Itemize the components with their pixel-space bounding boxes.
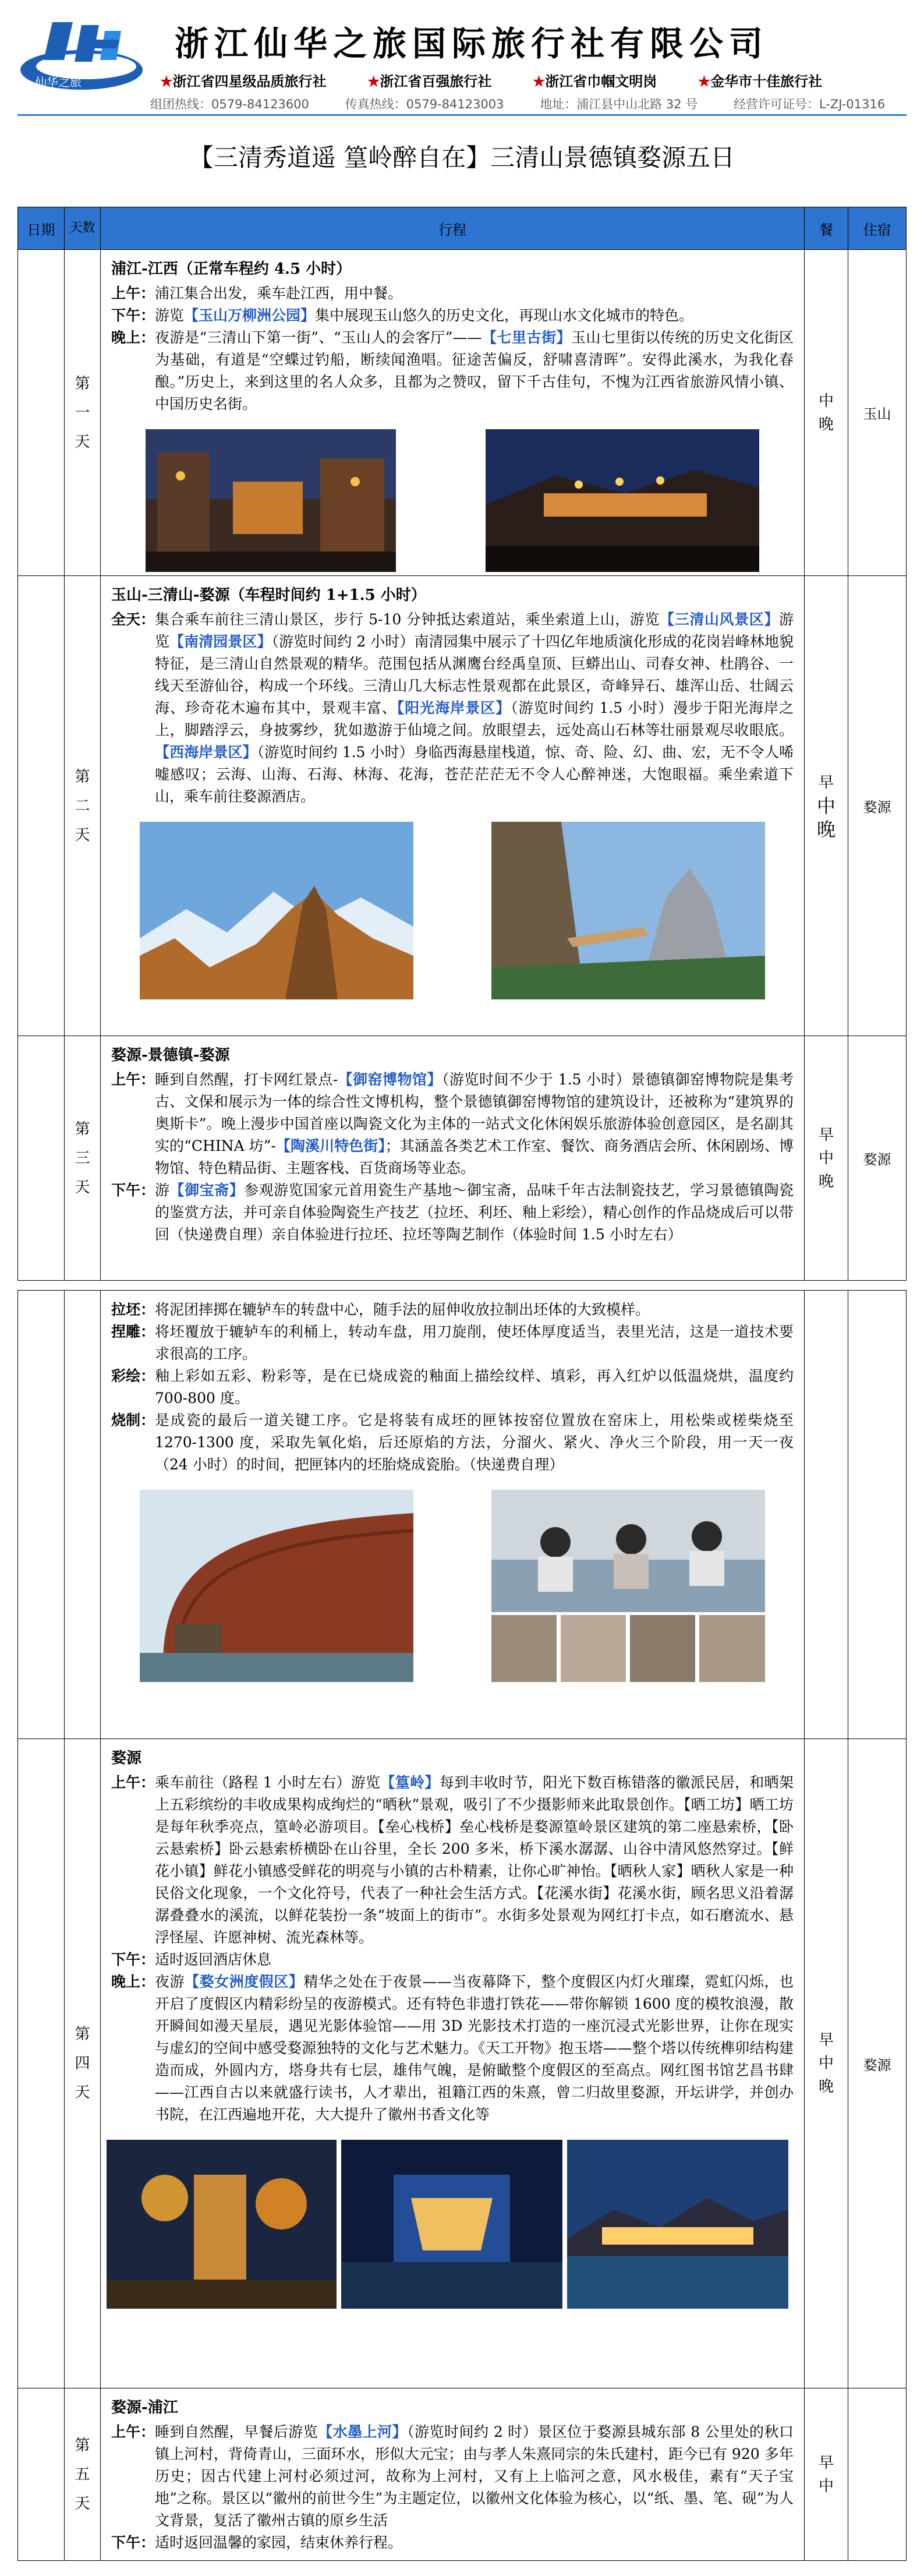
day-label [65,1291,101,1739]
contact-phone: 组团热线：0579-84123600 [150,97,309,111]
attraction-name: 【三清山风景区】 [660,611,779,628]
attraction-name: 【水墨上河】 [318,2423,408,2440]
segment-label: 下午： [111,307,155,324]
text-run: 睡到自然醒，早餐后游览 [155,2423,318,2440]
route-title: 浦江-江西（正常车程约 4.5 小时） [111,260,352,278]
col-stay: 住宿 [848,207,907,250]
stay-cell [848,2388,907,2561]
day-row [18,250,907,576]
meal-cell: 早 中 晚 [805,1739,848,2388]
text-run: （游览时间约 2 小时）南清园集中展示了十四亿年地质演化形成的花岗岩峰林地貌特征，是三清山自然景观的精华。范围包括从渊鹰台经禹皇顶、巨蟒出山、司春女神、杜鹃谷、一线天至游仙谷，构成一个环线。三清山几大标志性景观都在此景区，奇峰异石、雄浑山岳、壮阔云海、珍奇花木遍布其中，景观丰富、 [155,633,794,716]
col-meal: 餐 [805,207,848,250]
segment-label: 晚上： [111,329,155,346]
honor-item: ★浙江省巾帼文明岗 [532,73,657,90]
stay-cell: 婺源 [848,576,907,1036]
route-title: 婺源-景德镇-婺源 [111,1047,230,1064]
honor-item: ★浙江省百强旅行社 [367,73,492,90]
photo-sanqing-mountain [140,822,413,999]
segment-text [155,327,794,415]
segment-label: 上午： [111,285,155,302]
photo-night-street [146,429,396,572]
text-run: 游 [155,1182,170,1199]
text-run: 集中展现玉山悠久的历史文化，再现山水文化城市的特色。 [315,307,694,324]
segment-label: 全天： [111,611,155,628]
tour-title: 【三清秀道遥 篁岭醉自在】三清山景德镇婺源五日 [189,143,735,172]
photo-fire-performance [107,2140,337,2309]
text-run: 睡到自然醒，打卡网红景点- [155,1071,338,1088]
col-days: 天数 [65,207,101,250]
segment-label: 上午： [111,2423,155,2440]
text-run: （游览时间约 1.5 小时）身临西海悬崖栈道，惊、奇、险、幻、曲、宏，无不令人唏嘘感叹；云海、山海、石海、林海、花海，苍茫茫茫无不令人心醉神迷，大饱眼福。乘坐索道下山，乘车前往婺源酒店。 [155,744,794,805]
contact-fax: 传真热线：0579-84123003 [345,97,504,111]
step-text: 将坯覆放于辘轳车的利桶上，转动车盘，用刀旋削，使坯体厚度适当，表里光洁，这是一道技术要求很高的工序。 [155,1323,794,1362]
time-segment [111,1772,794,1949]
company-logo [17,16,154,93]
segment-label: 晚上： [111,1973,155,1990]
honors-list [160,70,858,90]
date-cell [18,250,65,576]
attraction-name: 【西海岸景区】 [155,744,257,761]
itinerary-table-page1 [17,207,907,1281]
day-content [101,1036,805,1281]
text-run: ；其涵盖各类艺术工作室、餐饮、商务酒店会所、休闲剧场、博物馆、特色精品街、主题客栈、百货商场等业态。 [155,1137,794,1176]
contact-license: 经营许可证号：L-ZJ-01316 [733,97,886,111]
photo-pottery-experience [491,1490,765,1682]
craft-step [111,1409,794,1476]
text-run: 浦江集合出发，乘车赴江西，用中餐。 [155,285,403,302]
time-segment [111,1971,794,2126]
segment-label: 下午： [111,1182,155,1199]
segment-text [155,1949,794,1971]
time-segment [111,2532,794,2554]
day-label: 第 二 天 [65,576,101,1036]
meal-cell: 早 中 晚 [805,1036,848,1281]
photo-light-show [341,2140,562,2309]
time-segment [111,1069,794,1179]
attraction-name: 【玉山万柳洲公园】 [184,307,316,324]
meal-cell [805,1291,848,1739]
craft-step [111,1365,794,1409]
text-run: 适时返回酒店休息 [155,1951,272,1968]
itinerary-table-page2 [17,1290,907,2561]
time-segment [111,609,794,808]
text-run: 乘车前往（路程 1 小时左右）游览 [155,1774,381,1791]
segment-text [155,2532,794,2554]
day-content [101,576,805,1036]
meal-cell: 早 中 晚 [805,576,848,1036]
date-cell [18,1291,65,1739]
attraction-name: 【御宝斋】 [169,1182,245,1199]
time-segment [111,1179,794,1246]
text-run: （游览时间约 2 时）景区位于婺源县城东部 8 公里处的秋口镇上河村，背倚青山，三面环水，形似大元宝；由与孝人朱熹同宗的朱氏建村，距今已有 920 多年历史；因古代建上河村必须过河，故称为上河村，又有上上临河之意，风水极佳，素有“天子宝地”之称。景区以“徽州的前世今生”为主题定位，以徽州文化体验为核心，以“纸、墨、笔、砚”为人文背景，复活了徽州古镇的原乡生活 [155,2423,794,2529]
craft-step [111,1321,794,1365]
craft-step [111,1299,794,1321]
meal-cell: 早 中 [805,2388,848,2561]
segment-label: 下午： [111,2534,155,2551]
date-cell [18,1036,65,1281]
photo-resort-night [567,2140,788,2309]
date-cell [18,2388,65,2561]
segment-text [155,282,794,305]
stay-cell [848,1291,907,1739]
segment-label: 上午： [111,1071,155,1088]
date-cell [18,1739,65,2388]
route-title: 婺源 [111,1750,142,1767]
day-row [18,1739,907,2388]
time-segment [111,1949,794,1971]
day-content [101,2388,805,2561]
header-divider [17,114,907,116]
step-label: 彩绘： [111,1367,155,1384]
col-itinerary: 行程 [101,207,805,250]
text-run: 精华之处在于夜景——当夜幕降下，整个度假区内灯火璀璨，霓虹闪烁，也开启了度假区内精彩纷呈的夜游模式。还有特色非遗打铁花——带你解锁 1600 度的模牧浪漫，散开瞬间如漫天星辰，遇见光影体验馆——用 3D 光影技术打造的一座沉浸式光影世界，让你在现实与虚幻的空间中感受婺源独特的文化与艺术魅力。《天工开物》抱玉塔——整个塔以传统榫卯结构建造而成，外圆内方，塔身共有七层，雄伟气魄，是俯瞰整个度假区的至高点。网红图书馆艺昌书肆——江西自古以来就盛行读书，人才辈出，祖籍江西的朱熹，曾二归故里婺源，开坛讲学，并创办书院，在江西遍地开花，大大提升了徽州书香文化等 [155,1973,794,2123]
day-row [18,2388,907,2561]
text-run: 集合乘车前往三清山景区，步行 5-10 分钟抵达索道站，乘坐索道上山，游览 [155,611,660,628]
text-run: 夜游 [155,1973,185,1990]
stay-cell: 婺源 [848,1739,907,2388]
segment-text [155,1971,794,2126]
route-title: 玉山-三清山-婺源（车程时间约 1+1.5 小时） [111,586,426,604]
segment-text [155,1179,794,1246]
route-title: 婺源-浦江 [111,2399,178,2416]
segment-text [155,305,794,327]
segment-label: 下午： [111,1951,155,1968]
text-run: 夜游是“三清山下第一街”、“玉山人的会客厅”—— [155,329,482,346]
time-segment [111,282,794,305]
attraction-name: 【南清园景区】 [169,633,272,650]
contact-info [150,95,917,112]
text-run: （游览时间不少于 1.5 小时）景德镇御窑博物院是集考古、文保和展示为一体的综合性文博机构，整个景德镇御窑博物馆的建筑设计，还被称为“建筑界的奥斯卡”。晚上漫步中国首座以陶瓷文化为主体的一站式文化休闲娱乐旅游体验创意园区，是名副其实的“CHINA 坊”- [155,1071,794,1154]
contact-address: 地址：浦江县中山北路 32 号 [540,97,698,111]
time-segment [111,2421,794,2532]
meal-cell: 中 晚 [805,250,848,576]
step-label: 烧制： [111,1412,155,1429]
step-text: 将泥团摔掷在辘轳车的转盘中心，随手法的屈伸收放拉制出坯体的大致模样。 [155,1301,650,1318]
photo-kiln-museum [140,1490,413,1682]
attraction-name: 【阳光海岸景区】 [396,699,511,716]
segment-text [155,2421,794,2532]
step-label: 拉坯： [111,1301,155,1318]
day-label: 第 一 天 [65,250,101,576]
text-run: （游览时间约 1.5 小时）漫步于阳光海岸之上，脚踏浮云，身披雾纱，犹如遨游于仙境之间。放眼望去，远处高山石林等壮丽景观尽收眼底。 [155,699,794,738]
text-run: 每到丰收时节，阳光下数百栋错落的徽派民居，和晒架上五彩缤纷的丰收成果构成绚烂的“晒秋”景观，吸引了不少摄影师来此取景创作。【晒工坊】晒工坊是每年秋季亮点，篁岭必游项目。【垒心栈桥】垒心栈桥是婺源篁岭景区建筑的第二座悬索桥，【卧云悬索桥】卧云悬索桥横卧在山谷里，全长 200 多米，桥下溪水潺潺、山谷中清风悠然穿过。【鲜花小镇】鲜花小镇感受鲜花的明亮与小镇的古朴精素，让你心旷神怡。【晒秋人家】晒秋人家是一种民俗文化现象，一个文化符号，代表了一种社会生活方式。【花溪水街】花溪水街，顾名思义沿着潺潺叠叠水的溪流，以鲜花装扮一条“坡面上的街市”。水街多处景观为网红打卡点，如石磨流水、悬浮怪屋、许愿神树、流光森林等。 [155,1774,794,1946]
day-label: 第 五 天 [65,2388,101,2561]
day-row-continued [18,1291,907,1739]
segment-text [155,609,794,808]
attraction-name: 【篁岭】 [380,1774,440,1791]
date-cell [18,576,65,1036]
text-run: 适时返回温馨的家园，结束休养行程。 [155,2534,403,2551]
col-date: 日期 [18,207,65,250]
time-segment [111,305,794,327]
day-row [18,576,907,1036]
segment-text [155,1772,794,1949]
day-content [101,1291,805,1739]
time-segment [111,327,794,415]
step-text: 是成瓷的最后一道关键工序。它是将装有成坯的匣钵按窑位置放在窑床上，用松柴或槎柴烧至 1270-1300 度，采取先氧化焰，后还原焰的方法，分溜火、紧火、净火三个阶段，用一天一夜（24 小时）的时间，把匣钵内的坯胎烧成瓷胎。（快递费自理） [155,1412,794,1473]
segment-text [155,1069,794,1179]
text-run: 游览 [155,307,185,324]
attraction-name: 【陶溪川特色街】 [275,1137,385,1154]
text-run: 玉山七里街以传统的历史文化街区为基础，有道是“空蝶过钓船，断续闻渔唱。征途苦偏反，舒啸喜清晖”。安得此溪水，为我化春酿。”历史上，来到这里的名人众多，且都为之赞叹，留下千古佳句，不愧为江西省旅游风情小镇、中国历史名街。 [155,329,794,412]
day-content [101,1739,805,2388]
text-run: 游览 [155,611,794,650]
step-label: 捏雕： [111,1323,155,1340]
photo-cliff-plank-road [491,822,765,999]
text-run: 参观游览国家元首用瓷生产基地～御宝斋，品味千年古法制瓷技艺，学习景德镇陶瓷的鉴赏方法，并可亲自体验陶瓷生产技艺（拉坯、利坯、釉上彩绘），精心创作的作品烧成后可以带回（快递费自理）亲自体验进行拉坯、拉坯等陶艺制作（体验时间 1.5 小时左右） [155,1182,794,1243]
attraction-name: 【七里古街】 [482,329,572,346]
logo-text: 仙华之旅 [35,75,82,89]
attraction-name: 【御窑博物馆】 [338,1071,442,1088]
day-label: 第 三 天 [65,1036,101,1281]
photo-old-street-night [486,429,759,572]
honor-item: ★金华市十佳旅行社 [698,73,823,90]
day-label: 第 四 天 [65,1739,101,2388]
day-content [101,250,805,576]
day-row [18,1036,907,1281]
honor-item: ★浙江省四星级品质旅行社 [160,73,327,90]
step-text: 釉上彩如五彩、粉彩等，是在已烧成瓷的釉面上描绘纹样、填彩，再入红炉以低温烧烘，温度约 700-800 度。 [155,1367,794,1407]
segment-label: 上午： [111,1774,155,1791]
company-name: 浙江仙华之旅国际旅行社有限公司 [175,24,769,63]
attraction-name: 【婺女洲度假区】 [185,1973,304,1990]
stay-cell: 婺源 [848,1036,907,1281]
stay-cell: 玉山 [848,250,907,576]
